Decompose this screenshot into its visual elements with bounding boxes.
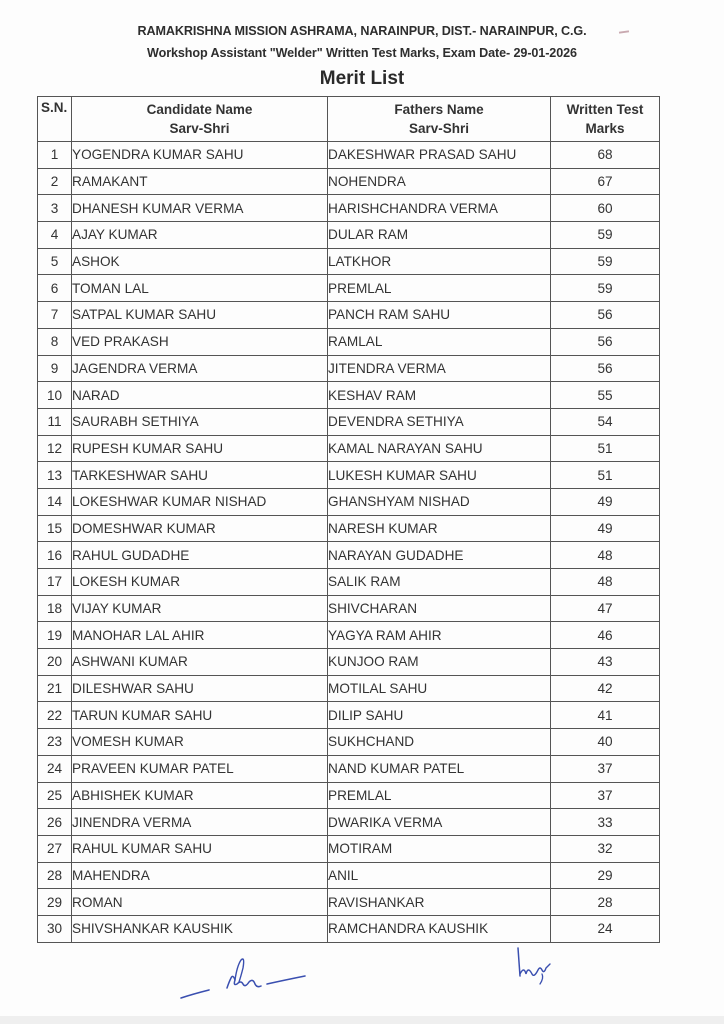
cell-candidate-name: VIJAY KUMAR (72, 595, 328, 622)
cell-sn: 2 (38, 168, 72, 195)
cell-candidate-name: ABHISHEK KUMAR (72, 782, 328, 809)
table-row (38, 622, 660, 649)
merit-list-table (37, 96, 660, 943)
cell-sn: 20 (38, 649, 72, 676)
table-row (38, 488, 660, 515)
cell-sn: 16 (38, 542, 72, 569)
cell-sn: 21 (38, 675, 72, 702)
cell-marks: 56 (551, 328, 660, 355)
cell-marks: 49 (551, 488, 660, 515)
table-row (38, 569, 660, 596)
cell-candidate-name: VOMESH KUMAR (72, 729, 328, 756)
cell-marks: 29 (551, 862, 660, 889)
cell-sn: 25 (38, 782, 72, 809)
cell-sn: 10 (38, 382, 72, 409)
column-header-father-line1: Fathers Name (394, 102, 484, 117)
cell-candidate-name: LOKESHWAR KUMAR NISHAD (72, 488, 328, 515)
cell-father-name: DWARIKA VERMA (328, 809, 551, 836)
cell-sn: 11 (38, 408, 72, 435)
cell-candidate-name: PRAVEEN KUMAR PATEL (72, 755, 328, 782)
table-row (38, 142, 660, 169)
table-row (38, 782, 660, 809)
cell-father-name: YAGYA RAM AHIR (328, 622, 551, 649)
cell-father-name: JITENDRA VERMA (328, 355, 551, 382)
cell-candidate-name: AJAY KUMAR (72, 222, 328, 249)
column-header-marks (551, 97, 660, 142)
cell-sn: 28 (38, 862, 72, 889)
cell-candidate-name: TARUN KUMAR SAHU (72, 702, 328, 729)
cell-father-name: PREMLAL (328, 782, 551, 809)
cell-marks: 37 (551, 782, 660, 809)
cell-candidate-name: NARAD (72, 382, 328, 409)
cell-marks: 51 (551, 435, 660, 462)
cell-marks: 59 (551, 275, 660, 302)
cell-marks: 28 (551, 889, 660, 916)
cell-father-name: RAMLAL (328, 328, 551, 355)
cell-sn: 1 (38, 142, 72, 169)
cell-marks: 59 (551, 222, 660, 249)
table-row (38, 595, 660, 622)
cell-father-name: DULAR RAM (328, 222, 551, 249)
cell-candidate-name: TOMAN LAL (72, 275, 328, 302)
table-row (38, 515, 660, 542)
table-row (38, 702, 660, 729)
cell-marks: 40 (551, 729, 660, 756)
cell-candidate-name: SHIVSHANKAR KAUSHIK (72, 915, 328, 942)
cell-sn: 15 (38, 515, 72, 542)
cell-marks: 42 (551, 675, 660, 702)
cell-sn: 17 (38, 569, 72, 596)
table-row (38, 729, 660, 756)
cell-father-name: MOTIRAM (328, 835, 551, 862)
scan-bottom-edge (0, 1016, 724, 1024)
cell-sn: 30 (38, 915, 72, 942)
cell-marks: 59 (551, 248, 660, 275)
cell-father-name: DILIP SAHU (328, 702, 551, 729)
table-row (38, 355, 660, 382)
signature-right (508, 944, 558, 990)
cell-father-name: RAMCHANDRA KAUSHIK (328, 915, 551, 942)
cell-sn: 4 (38, 222, 72, 249)
exam-subtitle: Workshop Assistant "Welder" Written Test Marks, Exam Date- 29-01-2026 (147, 46, 577, 60)
cell-candidate-name: RAHUL KUMAR SAHU (72, 835, 328, 862)
cell-marks: 24 (551, 915, 660, 942)
cell-candidate-name: TARKESHWAR SAHU (72, 462, 328, 489)
cell-father-name: KAMAL NARAYAN SAHU (328, 435, 551, 462)
cell-sn: 3 (38, 195, 72, 222)
cell-father-name: NARESH KUMAR (328, 515, 551, 542)
table-row (38, 275, 660, 302)
cell-marks: 48 (551, 569, 660, 596)
cell-candidate-name: DOMESHWAR KUMAR (72, 515, 328, 542)
cell-marks: 33 (551, 809, 660, 836)
cell-sn: 27 (38, 835, 72, 862)
cell-marks: 37 (551, 755, 660, 782)
cell-sn: 12 (38, 435, 72, 462)
table-row (38, 382, 660, 409)
cell-sn: 14 (38, 488, 72, 515)
cell-marks: 41 (551, 702, 660, 729)
cell-sn: 24 (38, 755, 72, 782)
table-row (38, 649, 660, 676)
cell-marks: 46 (551, 622, 660, 649)
cell-sn: 23 (38, 729, 72, 756)
cell-sn: 22 (38, 702, 72, 729)
table-row (38, 835, 660, 862)
column-header-marks-line1: Written Test (566, 102, 644, 117)
cell-sn: 8 (38, 328, 72, 355)
cell-sn: 29 (38, 889, 72, 916)
cell-candidate-name: DILESHWAR SAHU (72, 675, 328, 702)
table-row (38, 302, 660, 329)
cell-sn: 6 (38, 275, 72, 302)
cell-father-name: NARAYAN GUDADHE (328, 542, 551, 569)
table-body (38, 142, 660, 943)
cell-marks: 49 (551, 515, 660, 542)
signature-left (175, 952, 315, 1004)
column-header-candidate-line1: Candidate Name (146, 102, 253, 117)
cell-candidate-name: VED PRAKASH (72, 328, 328, 355)
column-header-candidate-line2: Sarv-Shri (169, 121, 230, 136)
cell-father-name: RAVISHANKAR (328, 889, 551, 916)
cell-father-name: HARISHCHANDRA VERMA (328, 195, 551, 222)
cell-father-name: NOHENDRA (328, 168, 551, 195)
cell-candidate-name: RAHUL GUDADHE (72, 542, 328, 569)
cell-candidate-name: SATPAL KUMAR SAHU (72, 302, 328, 329)
cell-candidate-name: RUPESH KUMAR SAHU (72, 435, 328, 462)
cell-father-name: DEVENDRA SETHIYA (328, 408, 551, 435)
cell-marks: 43 (551, 649, 660, 676)
table-row (38, 435, 660, 462)
cell-father-name: MOTILAL SAHU (328, 675, 551, 702)
column-header-sn: S.N. (38, 97, 72, 142)
cell-candidate-name: MANOHAR LAL AHIR (72, 622, 328, 649)
table-row (38, 408, 660, 435)
cell-father-name: KESHAV RAM (328, 382, 551, 409)
cell-father-name: LATKHOR (328, 248, 551, 275)
cell-marks: 32 (551, 835, 660, 862)
cell-sn: 18 (38, 595, 72, 622)
institution-heading: RAMAKRISHNA MISSION ASHRAMA, NARAINPUR, DIST.- NARAINPUR, C.G. (137, 24, 587, 38)
cell-marks: 48 (551, 542, 660, 569)
cell-sn: 5 (38, 248, 72, 275)
table-row (38, 195, 660, 222)
cell-father-name: SALIK RAM (328, 569, 551, 596)
cell-father-name: SHIVCHARAN (328, 595, 551, 622)
table-row (38, 862, 660, 889)
cell-sn: 9 (38, 355, 72, 382)
cell-sn: 19 (38, 622, 72, 649)
cell-father-name: SUKHCHAND (328, 729, 551, 756)
cell-candidate-name: JAGENDRA VERMA (72, 355, 328, 382)
cell-candidate-name: JINENDRA VERMA (72, 809, 328, 836)
cell-father-name: GHANSHYAM NISHAD (328, 488, 551, 515)
cell-father-name: NAND KUMAR PATEL (328, 755, 551, 782)
table-row (38, 915, 660, 942)
cell-father-name: ANIL (328, 862, 551, 889)
cell-father-name: KUNJOO RAM (328, 649, 551, 676)
cell-father-name: DAKESHWAR PRASAD SAHU (328, 142, 551, 169)
cell-marks: 56 (551, 302, 660, 329)
cell-candidate-name: MAHENDRA (72, 862, 328, 889)
cell-candidate-name: YOGENDRA KUMAR SAHU (72, 142, 328, 169)
table-row (38, 462, 660, 489)
cell-marks: 51 (551, 462, 660, 489)
table-row (38, 542, 660, 569)
cell-sn: 13 (38, 462, 72, 489)
cell-father-name: PANCH RAM SAHU (328, 302, 551, 329)
cell-father-name: PREMLAL (328, 275, 551, 302)
table-row (38, 328, 660, 355)
page-title: Merit List (319, 68, 405, 89)
table-row (38, 889, 660, 916)
cell-marks: 47 (551, 595, 660, 622)
table-row (38, 168, 660, 195)
cell-marks: 67 (551, 168, 660, 195)
column-header-candidate (72, 97, 328, 142)
cell-candidate-name: ASHOK (72, 248, 328, 275)
cell-marks: 56 (551, 355, 660, 382)
cell-candidate-name: LOKESH KUMAR (72, 569, 328, 596)
cell-candidate-name: DHANESH KUMAR VERMA (72, 195, 328, 222)
cell-marks: 60 (551, 195, 660, 222)
column-header-father-line2: Sarv-Shri (408, 121, 470, 136)
table-row (38, 248, 660, 275)
cell-candidate-name: RAMAKANT (72, 168, 328, 195)
cell-sn: 7 (38, 302, 72, 329)
table-row (38, 222, 660, 249)
table-row (38, 755, 660, 782)
table-row (38, 675, 660, 702)
table-row (38, 809, 660, 836)
cell-father-name: LUKESH KUMAR SAHU (328, 462, 551, 489)
table-header-row (38, 97, 660, 142)
cell-candidate-name: SAURABH SETHIYA (72, 408, 328, 435)
cell-marks: 54 (551, 408, 660, 435)
column-header-father (328, 97, 551, 142)
cell-sn: 26 (38, 809, 72, 836)
column-header-marks-line2: Marks (585, 121, 625, 136)
cell-marks: 55 (551, 382, 660, 409)
cell-marks: 68 (551, 142, 660, 169)
cell-candidate-name: ASHWANI KUMAR (72, 649, 328, 676)
cell-candidate-name: ROMAN (72, 889, 328, 916)
